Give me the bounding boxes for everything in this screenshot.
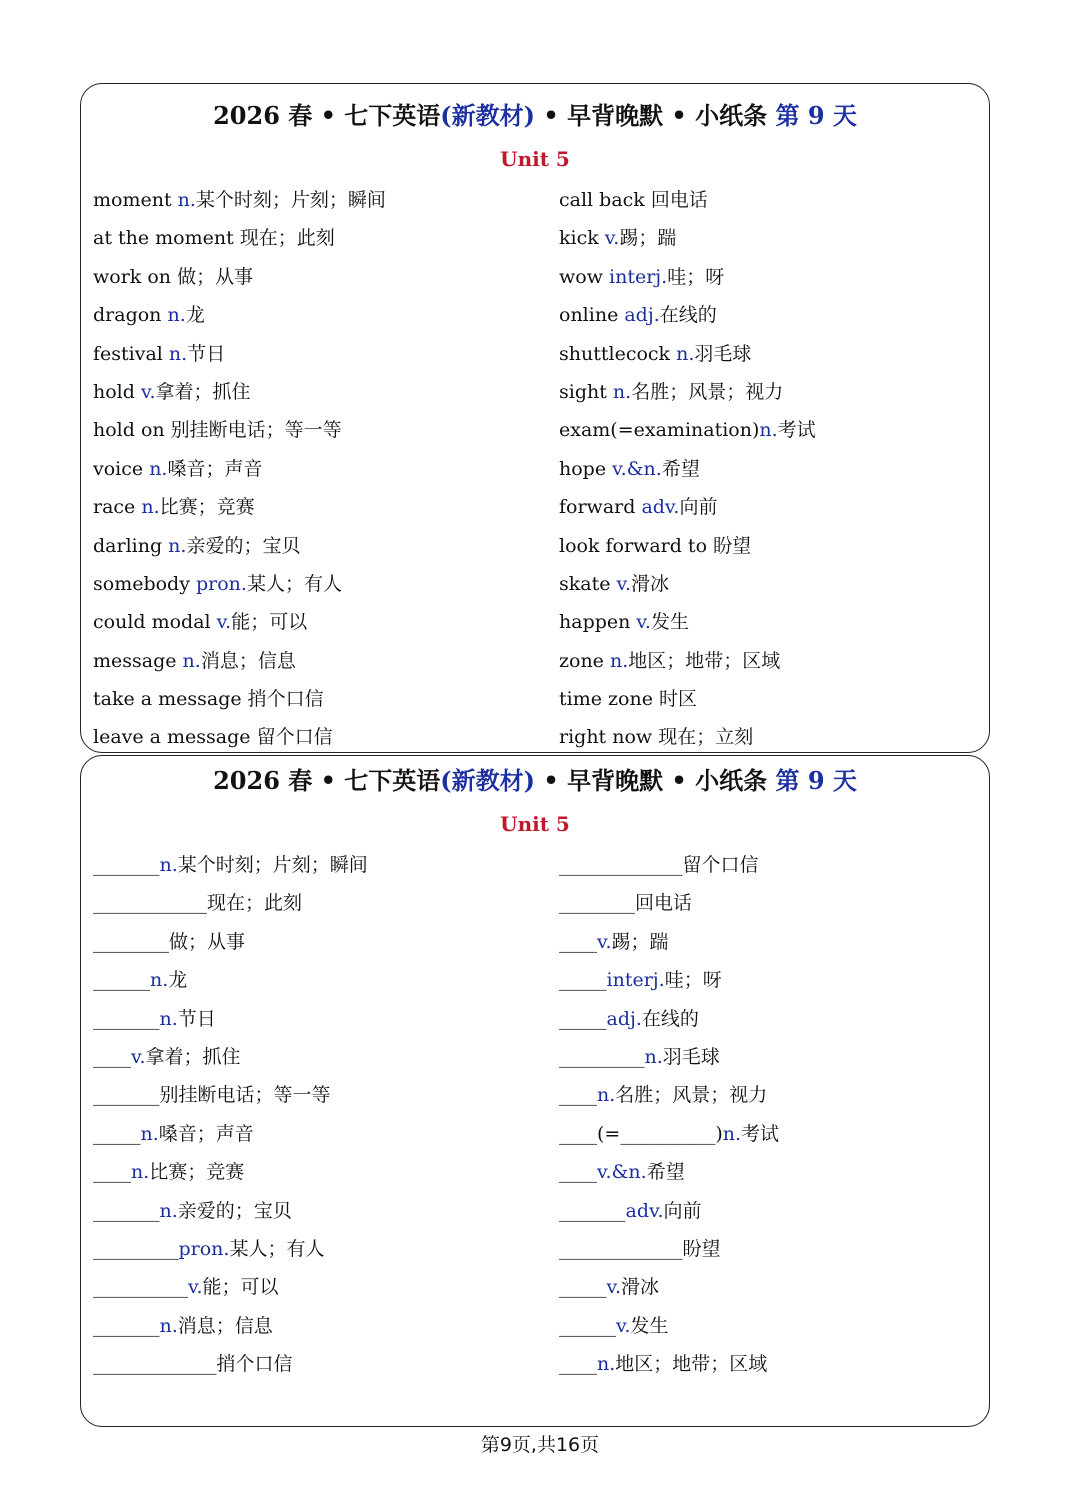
list-item: zone n.地区；地带；区域 [559,649,781,672]
list-item: _____________盼望 [559,1237,721,1260]
list-item: kick v.踢；踹 [559,227,677,250]
answer-blank[interactable]: __________ [93,1276,188,1299]
quiz-card [80,755,990,1427]
list-item: voice n.嗓音；声音 [93,457,263,480]
answer-blank[interactable]: _____ [559,1007,607,1030]
answer-blank[interactable]: ____(=__________) [559,1122,723,1145]
list-item: darling n.亲爱的；宝贝 [93,534,301,557]
list-item: happen v.发生 [559,611,689,634]
list-item: _______n.消息；信息 [93,1314,273,1337]
answer-blank[interactable]: ____ [93,1045,131,1068]
list-item: look forward to 盼望 [559,534,752,557]
list-item: take a message 捎个口信 [93,688,324,711]
answer-blank[interactable]: _____________ [559,854,683,876]
list-item: _________pron.某人；有人 [93,1237,325,1260]
list-item: ____n.地区；地带；区域 [559,1353,768,1376]
quiz-left-column [93,846,368,1383]
list-item: _______别挂断电话；等一等 [93,1084,331,1107]
list-item: _____adj.在线的 [559,1007,699,1030]
list-item: festival n.节日 [93,342,226,365]
unit-label: Unit 5 [500,812,570,836]
answer-blank[interactable]: ____ [93,1161,131,1184]
list-item: _____________捎个口信 [93,1353,293,1376]
list-item: ____n.名胜；风景；视力 [559,1084,768,1107]
list-item: __________v.能；可以 [93,1276,279,1299]
list-item: right now 现在；立刻 [559,726,754,749]
list-item: sight n.名胜；风景；视力 [559,380,784,403]
list-item: _______n.节日 [93,1007,216,1030]
answers-right-column [559,181,816,757]
answer-blank[interactable]: ____ [559,1161,597,1184]
answer-blank[interactable]: _________ [93,1237,179,1260]
answer-blank[interactable]: _____ [559,969,607,992]
list-item: _____________留个口信 [559,854,759,876]
answer-blank[interactable]: _______ [559,1199,626,1222]
answer-blank[interactable]: ______ [93,969,150,992]
answers-left-column [93,181,386,757]
list-item: ____________现在；此刻 [93,892,303,915]
list-item: _____v.滑冰 [559,1276,660,1299]
list-item: ____(=__________)n.考试 [559,1122,780,1145]
list-item: online adj.在线的 [559,304,717,327]
answer-blank[interactable]: _______ [93,1314,160,1337]
answer-blank[interactable]: _____ [93,1122,141,1145]
answer-blank[interactable]: _______ [93,1199,160,1222]
answer-blank[interactable]: _________ [559,1045,645,1068]
unit-label: Unit 5 [500,147,570,171]
list-item: hope v.&n.希望 [559,457,700,480]
list-item: exam(=examination)n.考试 [559,419,816,442]
list-item: shuttlecock n.羽毛球 [559,342,752,365]
answer-blank[interactable]: ____ [559,930,597,953]
list-item: ____v.拿着；抓住 [93,1045,241,1068]
answer-blank[interactable]: _____________ [559,1237,683,1260]
list-item: _____interj.哇；呀 [559,969,722,992]
list-item: _________n.羽毛球 [559,1045,720,1068]
list-item: race n.比赛；竞赛 [93,496,255,519]
list-item: _______n.某个时刻；片刻；瞬间 [93,854,368,876]
list-item: ____v.&n.希望 [559,1161,685,1184]
answer-blank[interactable]: _______ [93,854,160,876]
list-item: dragon n.龙 [93,304,205,327]
list-item: _______n.亲爱的；宝贝 [93,1199,292,1222]
list-item: ________做；从事 [93,930,246,953]
list-item: somebody pron.某人；有人 [93,572,342,595]
answer-blank[interactable]: _______ [93,1084,160,1107]
answer-blank[interactable]: ____ [559,1353,597,1376]
quiz-right-column [559,846,779,1383]
answer-blank[interactable]: _______ [93,1007,160,1030]
answer-blank[interactable]: _____________ [93,1353,217,1376]
list-item: message n.消息；信息 [93,649,296,672]
list-item: leave a message 留个口信 [93,726,333,749]
list-item: ____v.踢；踹 [559,930,669,953]
card-title: 2026 春 • 七下英语(新教材) • 早背晚默 • 小纸条 第 9 天 [213,766,857,795]
list-item: ________回电话 [559,892,693,915]
answer-blank[interactable]: ____ [559,1084,597,1107]
list-item: ______n.龙 [93,969,188,992]
list-item: hold on 别挂断电话；等一等 [93,419,342,442]
list-item: skate v.滑冰 [559,572,670,595]
answer-blank[interactable]: ____________ [93,892,207,915]
list-item: _______adv.向前 [559,1199,702,1222]
list-item: work on 做；从事 [93,265,254,288]
list-item: _____n.嗓音；声音 [93,1122,254,1145]
page-number: 第9页,共16页 [480,1434,600,1456]
list-item: hold v.拿着；抓住 [93,380,251,403]
card-title: 2026 春 • 七下英语(新教材) • 早背晚默 • 小纸条 第 9 天 [213,101,857,130]
list-item: wow interj.哇；呀 [559,265,725,288]
list-item: ______v.发生 [559,1314,669,1337]
list-item: at the moment 现在；此刻 [93,227,335,250]
answer-blank[interactable]: ________ [93,930,169,953]
list-item: forward adv.向前 [559,496,718,519]
list-item: moment n.某个时刻；片刻；瞬间 [93,189,386,211]
answer-blank[interactable]: _____ [559,1276,607,1299]
vocab-card [80,83,990,753]
list-item: could modal v.能；可以 [93,611,308,634]
answer-blank[interactable]: ________ [559,892,635,915]
list-item: ____n.比赛；竞赛 [93,1161,245,1184]
answer-blank[interactable]: ______ [559,1314,616,1337]
list-item: call back 回电话 [559,189,708,211]
list-item: time zone 时区 [559,688,697,711]
